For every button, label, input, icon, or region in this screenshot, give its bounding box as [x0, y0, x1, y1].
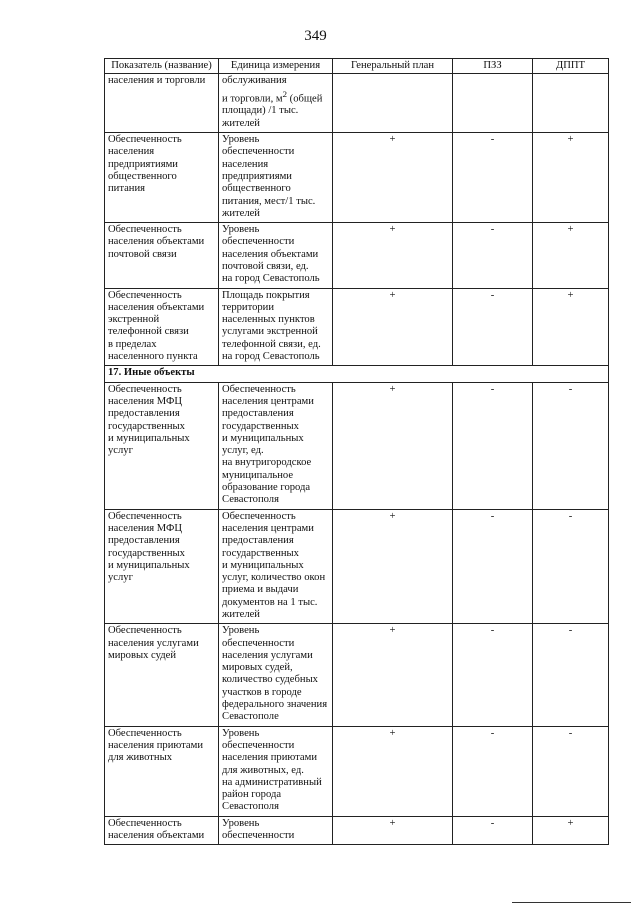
header-unit: Единица измерения: [219, 59, 333, 74]
dppt-cell: +: [533, 133, 609, 223]
general-plan-cell: +: [333, 223, 453, 288]
table-row: [105, 382, 609, 509]
header-general-plan: Генеральный план: [333, 59, 453, 74]
dppt-cell: -: [533, 382, 609, 509]
dppt-cell: -: [533, 624, 609, 726]
general-plan-cell: [333, 74, 453, 133]
dppt-cell: +: [533, 223, 609, 288]
pzz-cell: -: [453, 382, 533, 509]
unit-cell: Уровень обеспеченности населения услугами мировых судей, количество судебных участков в городе федерального значения Севастополе: [219, 624, 333, 726]
pzz-cell: -: [453, 288, 533, 366]
unit-cell: Обеспеченность населения центрами предоставления государственных и муниципальных услуг, ед. на внутригородское муниципальное образование города Севастополя: [219, 382, 333, 509]
unit-cell: Обеспеченность населения центрами предоставления государственных и муниципальных услуг, количество окон приема и выдачи документов на 1 тыс. жителей: [219, 509, 333, 624]
indicator-cell: Обеспеченность населения МФЦ предоставления государственных и муниципальных услуг: [105, 509, 219, 624]
unit-cell: Уровень обеспеченности населения предприятиями общественного питания, мест/1 тыс. жителей: [219, 133, 333, 223]
footer-rule: [512, 902, 631, 903]
general-plan-cell: +: [333, 382, 453, 509]
unit-cell: Уровень обеспеченности: [219, 816, 333, 845]
pzz-cell: -: [453, 726, 533, 816]
indicator-cell: Обеспеченность населения предприятиями общественного питания: [105, 133, 219, 223]
dppt-cell: -: [533, 509, 609, 624]
table-row: [105, 624, 609, 726]
dppt-cell: [533, 74, 609, 133]
indicator-cell: населения и торговли: [105, 74, 219, 133]
general-plan-cell: +: [333, 288, 453, 366]
indicators-table: [104, 58, 609, 845]
pzz-cell: -: [453, 624, 533, 726]
table-row: [105, 133, 609, 223]
general-plan-cell: +: [333, 133, 453, 223]
general-plan-cell: +: [333, 624, 453, 726]
pzz-cell: -: [453, 223, 533, 288]
pzz-cell: -: [453, 133, 533, 223]
pzz-cell: -: [453, 816, 533, 845]
indicator-cell: Обеспеченность населения объектами почтовой связи: [105, 223, 219, 288]
dppt-cell: +: [533, 816, 609, 845]
unit-cell: Уровень обеспеченности населения объектами почтовой связи, ед. на город Севастополь: [219, 223, 333, 288]
table-row: [105, 509, 609, 624]
table-header-row: [105, 59, 609, 74]
general-plan-cell: +: [333, 509, 453, 624]
page-number: 349: [304, 28, 327, 44]
table-body: [105, 74, 609, 845]
dppt-cell: -: [533, 726, 609, 816]
header-indicator: Показатель (название): [105, 59, 219, 74]
section-title: 17. Иные объекты: [105, 366, 609, 382]
indicator-cell: Обеспеченность населения объектами: [105, 816, 219, 845]
dppt-cell: +: [533, 288, 609, 366]
section-row: [105, 366, 609, 382]
table-row: [105, 816, 609, 845]
indicator-cell: Обеспеченность населения МФЦ предоставления государственных и муниципальных услуг: [105, 382, 219, 509]
header-pzz: ПЗЗ: [453, 59, 533, 74]
table-row: [105, 223, 609, 288]
table-row: [105, 288, 609, 366]
indicator-cell: Обеспеченность населения приютами для животных: [105, 726, 219, 816]
general-plan-cell: +: [333, 726, 453, 816]
unit-cell: Уровень обеспеченности населения приютами для животных, ед. на административный район города Севастополя: [219, 726, 333, 816]
pzz-cell: [453, 74, 533, 133]
general-plan-cell: +: [333, 816, 453, 845]
table-row: [105, 74, 609, 133]
indicator-cell: Обеспеченность населения услугами мировых судей: [105, 624, 219, 726]
unit-cell: Площадь покрытия территории населенных пунктов услугами экстренной телефонной связи, ед. на город Севастополь: [219, 288, 333, 366]
indicator-cell: Обеспеченность населения объектами экстренной телефонной связи в пределах населенного пункта: [105, 288, 219, 366]
unit-cell: обслуживания и торговли, $м^2$ (общей площади) /1 тыс. жителей: [219, 74, 333, 133]
table-row: [105, 726, 609, 816]
header-dppt: ДППТ: [533, 59, 609, 74]
pzz-cell: -: [453, 509, 533, 624]
